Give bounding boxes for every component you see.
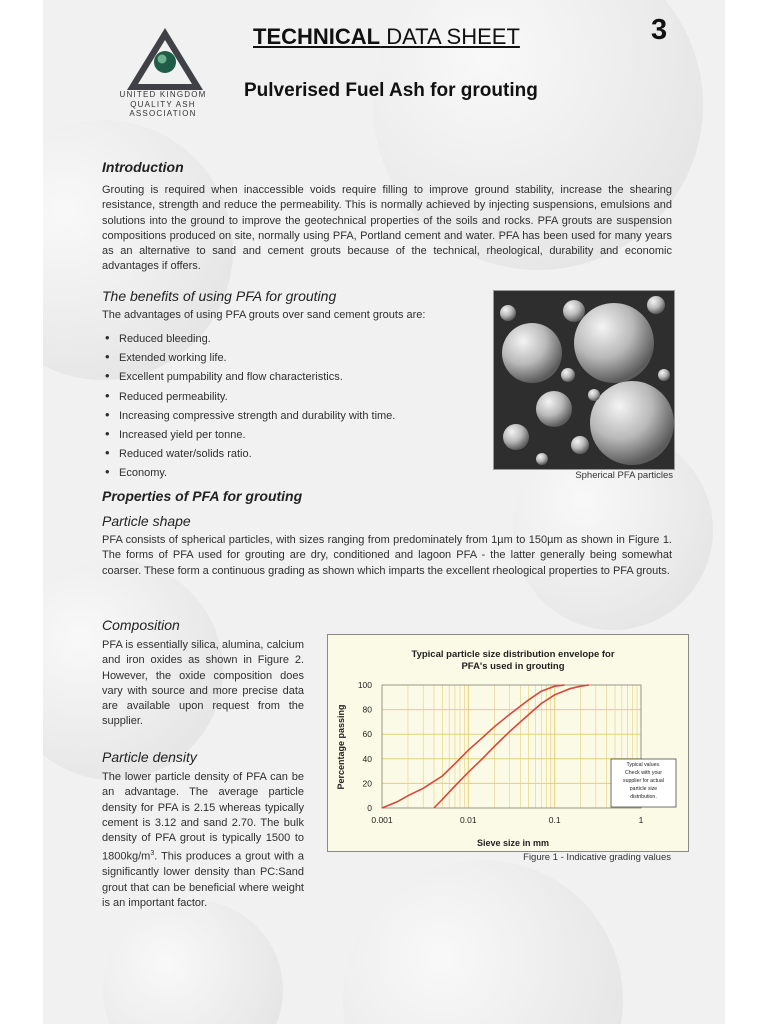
- introduction-heading: Introduction: [102, 159, 184, 175]
- logo-text: [113, 90, 213, 119]
- chart-y-tick-label: 100: [357, 680, 372, 690]
- chart-note-line: particle size: [629, 786, 658, 792]
- benefits-heading: The benefits of using PFA for grouting: [102, 288, 337, 304]
- list-item: • Reduced water/solids ratio.: [105, 444, 395, 463]
- chart-ticks: [358, 680, 644, 825]
- figure-caption: Figure 1 - Indicative grading values: [523, 852, 671, 863]
- background-sphere: [343, 860, 623, 1024]
- list-item: • Extended working life.: [105, 348, 395, 367]
- particle-density-heading: Particle density: [102, 749, 197, 765]
- chart-note-line: Typical values.: [626, 762, 661, 768]
- benefits-list: [105, 329, 395, 483]
- chart-y-tick-label: 60: [362, 729, 372, 740]
- particle-shape-heading: Particle shape: [102, 513, 191, 529]
- list-item: • Reduced bleeding.: [105, 329, 395, 348]
- chart-title-line: Typical particle size distribution envelope for: [411, 649, 615, 660]
- list-item: • Increased yield per tonne.: [105, 425, 395, 444]
- chart-x-axis-label: Sieve size in mm: [476, 838, 550, 848]
- density-text-part: The lower particle density of PFA can be an advantage. The average particle density for PFA is 2.15 whereas typically cement is 3.12 and sand 2.70. The bulk density of PFA grout is typically 1500 to 1800kg/m: [102, 771, 304, 864]
- logo-line: QUALITY ASH: [130, 99, 196, 109]
- chart-series-group: [382, 685, 589, 808]
- photo-caption: Spherical PFA particles: [575, 470, 673, 481]
- chart-y-axis-label: Percentage passing: [336, 704, 346, 790]
- chart-note-line: distribution.: [630, 794, 657, 800]
- logo-line: UNITED KINGDOM: [119, 90, 207, 99]
- introduction-text: Grouting is required when inaccessible voids require filling to improve ground stability, increase the shearing resistance, strength and reduce the permeability. This is normally achieved by injecting suspensions, emulsions and solutions into the ground to improve the geotechnical properties of the soils and rocks. PFA grouts are suspension compositions produced on site, normally using PFA, Portland cement and water. PFA has been used for many years as an alternative to sand and cement grouts because of the technical, rheological, durability and economic advantages if offers.: [102, 184, 672, 273]
- logo-line: ASSOCIATION: [129, 109, 197, 118]
- document-title: [253, 24, 520, 50]
- chart-x-tick-label: 0.01: [460, 815, 477, 825]
- chart-x-tick-label: 0.001: [371, 815, 393, 825]
- composition-text: PFA is essentially silica, alumina, calcium and iron oxides as shown in Figure 2. However, the oxide composition does vary with source and more precise data are available upon request from the supplier.: [102, 639, 304, 728]
- list-item: • Economy.: [105, 463, 395, 482]
- background-sphere: [103, 900, 283, 1024]
- chart-x-tick-label: 1: [638, 815, 644, 825]
- chart-series-line: [382, 685, 565, 808]
- benefits-intro: The advantages of using PFA grouts over sand cement grouts are:: [102, 309, 426, 321]
- chart-y-tick-label: 20: [362, 778, 372, 789]
- title-bold-part: TECHNICAL: [253, 24, 381, 49]
- chart-title-line: PFA's used in grouting: [461, 661, 565, 672]
- composition-heading: Composition: [102, 617, 180, 633]
- pfa-particles-photo: [493, 290, 675, 470]
- properties-heading: Properties of PFA for grouting: [102, 488, 303, 504]
- title-rest-part: DATA SHEET: [380, 24, 520, 49]
- density-text-part: . This produces a grout with a significantly lower density than PC:Sand grout that can be beneficial where weight is an important factor.: [102, 851, 304, 910]
- document-subtitle: Pulverised Fuel Ash for grouting: [244, 80, 538, 101]
- ukqaa-logo: [125, 26, 205, 92]
- grading-chart: [327, 634, 689, 852]
- page-number: 3: [651, 14, 668, 46]
- list-item: • Increasing compressive strength and durability with time.: [105, 406, 395, 425]
- density-unit-superscript: 3: [150, 850, 155, 858]
- list-item: • Reduced permeability.: [105, 387, 395, 406]
- grading-chart-svg: [328, 635, 688, 851]
- chart-note-line: Check with your: [625, 770, 662, 776]
- chart-y-tick-label: 0: [367, 803, 372, 813]
- chart-y-tick-label: 80: [362, 704, 372, 715]
- chart-note-box: [611, 759, 676, 807]
- particle-shape-text: PFA consists of spherical particles, with sizes ranging from predominately from 1µm to 150µm as shown in Figure 1. The forms of PFA used for grouting are dry, conditioned and lagoon PFA - the latter generally being somewhat coarser. These form a continuous grading as shown which imparts the excellent rheological properties to PFA grouts.: [102, 534, 672, 577]
- data-sheet-page: [43, 0, 725, 1024]
- chart-series-line: [434, 685, 589, 808]
- chart-y-tick-label: 40: [362, 753, 372, 764]
- particle-density-text: [102, 770, 304, 911]
- list-item: • Excellent pumpability and flow characteristics.: [105, 367, 395, 386]
- chart-note-line: supplier for actual: [623, 778, 664, 784]
- chart-x-tick-label: 0.1: [548, 815, 561, 825]
